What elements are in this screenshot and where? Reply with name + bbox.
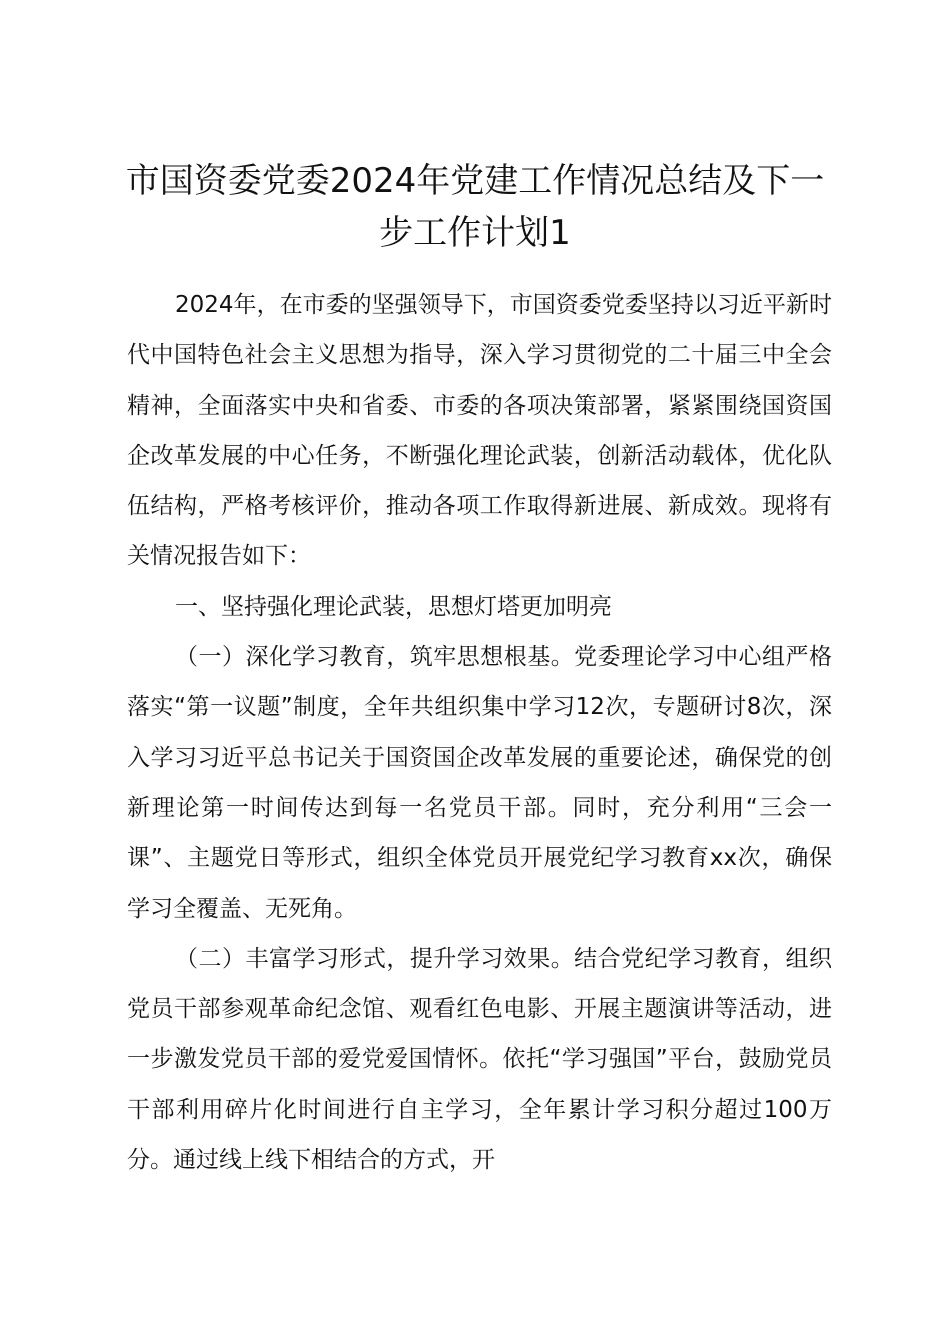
document-body xyxy=(127,280,832,1185)
subsection-paragraph-1: （一）深化学习教育，筑牢思想根基。党委理论学习中心组严格落实“第一议题”制度，全年共组织集中学习12次，专题研讨8次，深入学习习近平总书记关于国资国企改革发展的重要论述，确保党的创新理论第一时间传达到每一名党员干部。同时，充分利用“三会一课”、主题党日等形式，组织全体党员开展党纪学习教育xx次，确保学习全覆盖、无死角。 xyxy=(127,644,832,922)
subsection-paragraph-2: （二）丰富学习形式，提升学习效果。结合党纪学习教育，组织党员干部参观革命纪念馆、观看红色电影、开展主题演讲等活动，进一步激发党员干部的爱党爱国情怀。依托“学习强国”平台，鼓励党员干部利用碎片化时间进行自主学习，全年累计学习积分超过100万分。通过线上线下相结合的方式，开 xyxy=(127,945,832,1174)
section-heading-1: 一、坚持强化理论武装，思想灯塔更加明亮 xyxy=(175,593,612,620)
document-title: 市国资委党委2024年党建工作情况总结及下一步工作计划1 xyxy=(125,161,825,253)
intro-paragraph: 2024年，在市委的坚强领导下，市国资委党委坚持以习近平新时代中国特色社会主义思想为指导，深入学习贯彻党的二十届三中全会精神，全面落实中央和省委、市委的各项决策部署，紧紧围绕国资国企改革发展的中心任务，不断强化理论武装，创新活动载体，优化队伍结构，严格考核评价，推动各项工作取得新进展、新成效。现将有关情况报告如下： xyxy=(127,292,832,570)
